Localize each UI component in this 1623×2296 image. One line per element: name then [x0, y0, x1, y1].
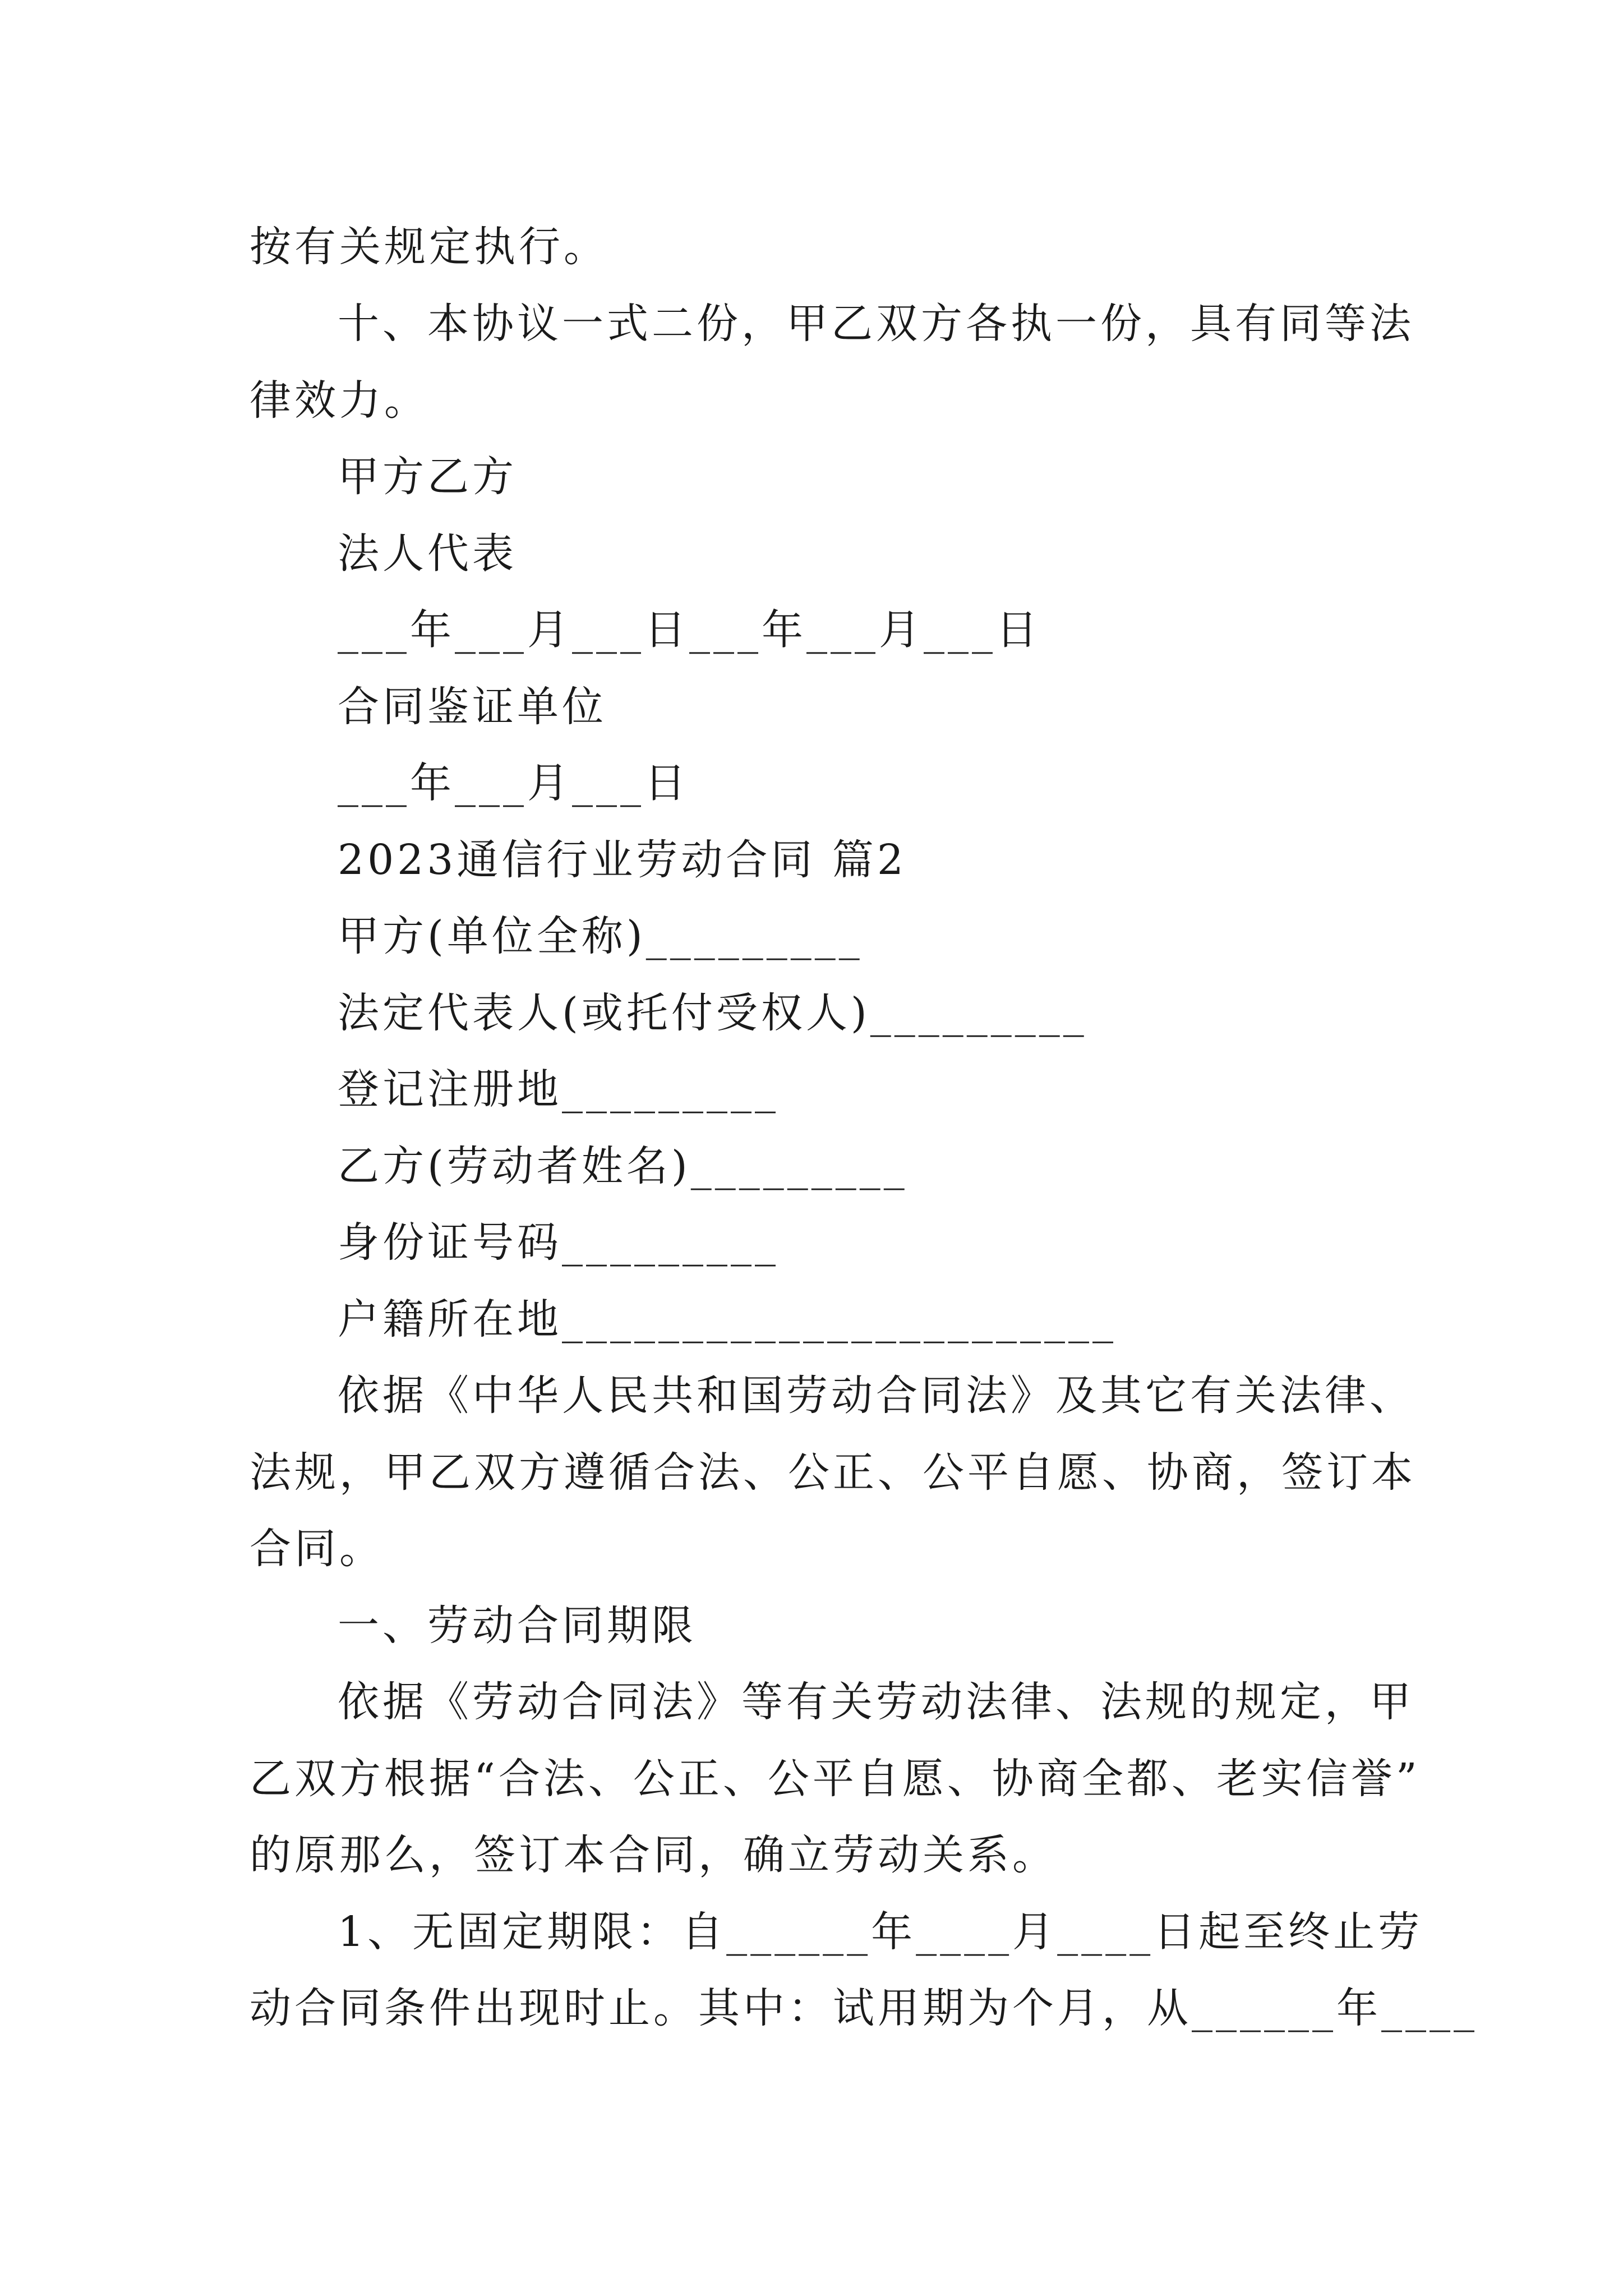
household-field: 户籍所在地_______________________ [338, 1295, 1117, 1343]
clause-ten-line-1: 十、本协议一式二份，甲乙双方各执一份，具有同等法 [338, 300, 1414, 348]
text-line: 按有关规定执行。 [250, 223, 608, 271]
preamble-line-2: 法规，甲乙双方遵循合法、公正、公平自愿、协商，签订本 [250, 1448, 1416, 1497]
preamble-line-1: 依据《中华人民共和国劳动合同法》及其它有关法律、 [338, 1372, 1414, 1420]
clause-ten-line-2: 律效力。 [250, 376, 429, 425]
legal-rep-field: 法定代表人(或托付受权人)_________ [338, 989, 1087, 1037]
verification-date: ___年___月___日 [338, 759, 689, 807]
party-b-field: 乙方(劳动者姓名)_________ [338, 1142, 908, 1190]
term-clause-line-2: 动合同条件出现时止。其中：试用期为个月，从______年____ [250, 1984, 1478, 2032]
term-clause-line-1: 1、无固定期限：自______年____月____日起至终止劳 [338, 1908, 1423, 1956]
article-heading: 一、劳动合同期限 [338, 1602, 697, 1650]
signature-dates: ___年___月___日___年___月___日 [338, 606, 1041, 654]
id-number-field: 身份证号码_________ [338, 1218, 779, 1267]
article-text-line-3: 的原那么，签订本合同，确立劳动关系。 [250, 1831, 1057, 1879]
article-text-line-1: 依据《劳动合同法》等有关劳动法律、法规的规定，甲 [338, 1678, 1414, 1726]
signature-parties: 甲方乙方 [338, 453, 517, 501]
registration-field: 登记注册地_________ [338, 1065, 779, 1114]
legal-representative: 法人代表 [338, 530, 517, 578]
verification-unit: 合同鉴证单位 [338, 683, 607, 731]
party-a-field: 甲方(单位全称)_________ [338, 912, 863, 960]
preamble-line-3: 合同。 [250, 1525, 384, 1573]
section-title: 2023通信行业劳动合同 篇2 [338, 836, 907, 884]
article-text-line-2: 乙双方根据“合法、公正、公平自愿、协商全都、老实信誉” [250, 1755, 1421, 1803]
